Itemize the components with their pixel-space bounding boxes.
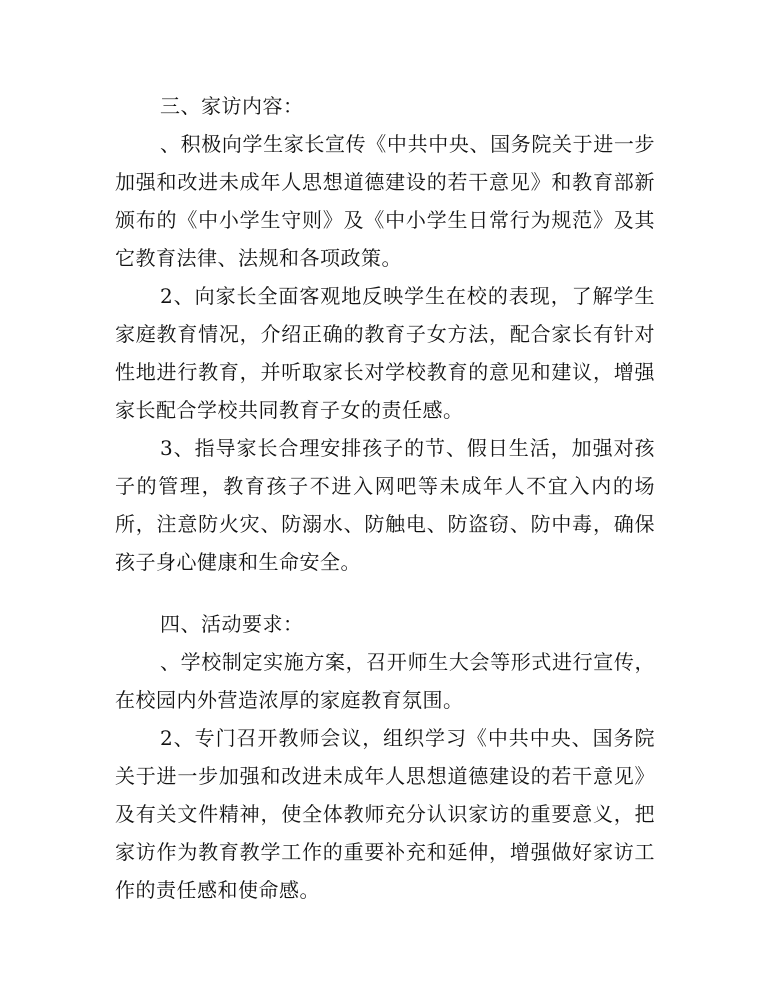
section-3-heading: 三、家访内容： (160, 94, 304, 118)
section-4-body (115, 643, 655, 909)
section-3-body (115, 125, 655, 581)
section-4-paragraph-2: 2、专门召开教师会议，组织学习《中共中央、国务院关于进一步加强和改进未成年人思想道德建设的若干意见》及有关文件精神，使全体教师充分认识家访的重要意义，把家访作为教育教学工作的重要补充和延伸，增强做好家访工作的责任感和使命感。 (115, 726, 655, 902)
section-4-paragraph-1: 、学校制定实施方案，召开师生大会等形式进行宣传，在校园内外营造浓厚的家庭教育氛围。 (115, 650, 655, 712)
section-3-paragraph-3: 3、指导家长合理安排孩子的节、假日生活，加强对孩子的管理，教育孩子不进入网吧等未成年人不宜入内的场所，注意防火灾、防溺水、防触电、防盗窃、防中毒，确保孩子身心健康和生命安全。 (115, 436, 655, 574)
section-3-paragraph-1: 、积极向学生家长宣传《中共中央、国务院关于进一步加强和改进未成年人思想道德建设的若干意见》和教育部新颁布的《中小学生守则》及《中小学生日常行为规范》及其它教育法律、法规和各项政策。 (115, 132, 655, 270)
section-4-heading: 四、活动要求： (160, 612, 304, 636)
section-3-paragraph-2: 2、向家长全面客观地反映学生在校的表现，了解学生家庭教育情况，介绍正确的教育子女方法，配合家长有针对性地进行教育，并听取家长对学校教育的意见和建议，增强家长配合学校共同教育子女的责任感。 (115, 284, 655, 422)
